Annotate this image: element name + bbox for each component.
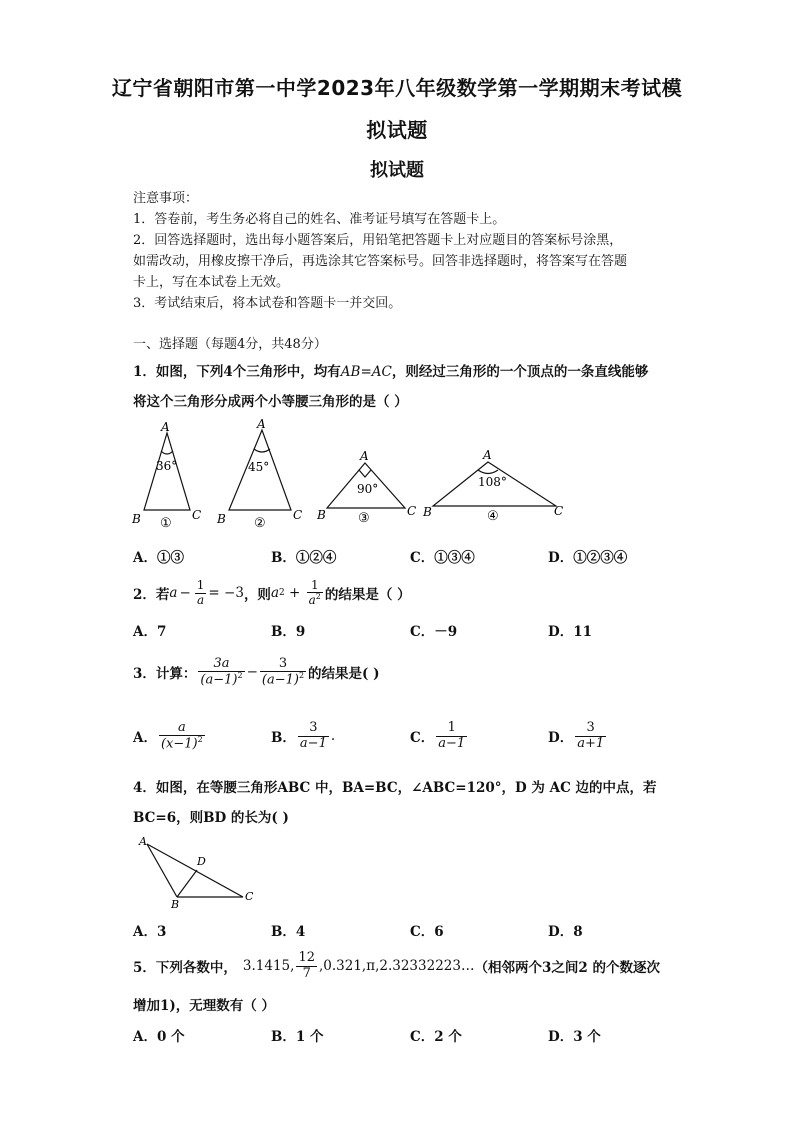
page-subtitle: 拟试题 [370,160,424,181]
q3-option-b-num: 3 [298,721,329,736]
q5-option-c[interactable]: C．2 个 [410,1029,462,1045]
q1-option-b[interactable]: B．①②④ [271,550,337,566]
q4-label-d: D [197,855,206,868]
q2-option-a[interactable]: A．7 [133,624,167,640]
q3-frac2-exp: 2 [298,670,305,680]
q3-option-a[interactable] [133,714,207,758]
q2-frac-num: 1 [196,578,205,593]
q3-frac2-num: 3 [260,657,306,672]
q2-comma: ，则 [243,587,271,603]
q3-option-b-fraction [298,721,329,751]
q5-text-pre: 5．下列各数中， [133,960,237,976]
q1-option-c[interactable]: C．①③④ [410,550,475,566]
q3-fraction-2 [260,657,306,688]
question-3 [133,648,380,696]
fig3-label-b: B [317,508,326,522]
question-4-line1: 4．如图，在等腰三角形ABC 中，BA=BC，∠ABC=120°，D 为 AC 边的中点，若 [133,780,657,796]
q3-text-post: 的结果是( ) [308,666,380,682]
q4-option-c[interactable]: C．6 [410,924,444,940]
q3-option-b-den: a−1 [299,735,327,751]
q3-option-c-label: C． [410,730,435,746]
q4-option-b[interactable]: B．4 [271,924,306,940]
q2-frac2-num: 1 [307,579,323,593]
page-title: 辽宁省朝阳市第一中学2023年八年级数学第一学期期末考试模 [111,76,683,100]
fig2-label-a: A [257,417,266,431]
fig1-label-a: A [161,420,170,434]
q1-triangle-figures [120,415,580,535]
section-heading: 一、选择题（每题4分，共48分） [133,337,327,352]
fig2-angle: 45° [248,460,270,474]
q3-option-c-num: 1 [436,721,467,736]
fig2-number: ② [254,516,266,531]
q3-option-d-fraction [575,721,606,751]
q4-option-d[interactable]: D．8 [548,924,583,940]
q5-frac-num: 12 [298,950,315,966]
q5-numbers-a: 3.1415, [242,958,295,974]
notice-item: 卡上，写在本试卷上无效。 [133,275,290,290]
q4-option-a[interactable]: A．3 [133,924,167,940]
q2-frac2-den-var: a [308,593,316,607]
q3-option-d-label: D． [548,730,574,746]
q2-option-c[interactable]: C．－9 [410,624,458,640]
q2-option-d[interactable]: D．11 [548,624,592,640]
q3-option-a-label: A． [133,730,157,746]
q4-label-a: A [139,835,147,848]
q2-minus: − [179,585,191,601]
fig1-angle: 36° [156,459,178,473]
q3-option-d-num: 3 [575,721,606,736]
q3-frac1-den [198,672,244,688]
notice-item: 2．回答选择题时，选出每小题答案后，用铅笔把答题卡上对应题目的答案标号涂黑， [133,233,623,248]
q5-option-b[interactable]: B．1 个 [271,1029,324,1045]
q3-option-d[interactable] [548,714,608,758]
q4-segment-bd [177,870,197,897]
fig3-number: ③ [358,511,370,526]
fig1-number: ① [160,516,172,531]
fig3-label-a: A [360,449,369,463]
q5-text-post: （相邻两个3之间2 的个数逐次 [474,960,660,976]
q2-fraction-2 [307,579,323,607]
q3-option-b-label: B． [271,730,296,746]
question-2 [133,573,411,613]
q4-label-c: C [245,890,254,903]
fig1-label-c: C [192,508,202,522]
q3-minus: − [246,664,258,680]
q4-triangle-figure [135,832,265,912]
q3-frac1-exp: 2 [237,670,243,680]
q3-fraction-1 [198,657,244,688]
fig2-label-b: B [217,512,226,526]
q1-option-d[interactable]: D．①②③④ [548,550,628,566]
page-title-continued: 拟试题 [366,118,428,142]
q2-frac-den: a [197,592,205,607]
question-5-line2: 增加1)，无理数有（ ） [133,998,275,1014]
q1-option-a[interactable]: A．①③ [133,550,184,566]
notice-item: 3．考试结束后，将本试卷和答题卡一并交回。 [133,296,402,311]
notice-item: 1．答卷前，考生务必将自己的姓名、准考证号填写在答题卡上。 [133,212,506,227]
q2-equals: = −3 [208,585,244,601]
notice-item: 如需改动，用橡皮擦干净后，再选涂其它答案标号。回答非选择题时，将答案写在答题 [133,254,628,269]
fig4-label-c: C [554,504,564,518]
q3-frac1-den-text: (a−1) [200,672,238,688]
q2-option-b[interactable]: B．9 [271,624,306,640]
q4-label-b: B [171,898,180,911]
q2-fraction [195,579,207,606]
q3-option-a-den [159,736,205,752]
q5-option-d[interactable]: D．3 个 [548,1029,601,1045]
notice-heading: 注意事项： [133,191,199,206]
q3-frac2-den [260,672,306,688]
q3-frac1-num-text: 3a [213,655,230,671]
q1-text-post: ，则经过三角形的一个顶点的一条直线能够 [391,364,649,380]
q3-option-a-num: a [159,721,205,736]
q2-frac2-den-exp: 2 [315,592,321,601]
fig4-number: ④ [487,509,499,524]
q3-option-c-den: a−1 [438,735,466,751]
q3-option-c-fraction [436,721,467,751]
fig4-angle: 108° [478,475,507,489]
q3-option-a-den-text: (x−1) [160,736,198,752]
question-5-line1 [133,945,660,987]
q3-option-c[interactable] [410,714,469,758]
q3-text-pre: 3．计算： [133,666,197,682]
q2-var-a2: a [270,585,279,601]
q2-text-post: 的结果是（ ） [324,587,411,603]
question-4-line2: BC=6，则BD 的长为( ) [133,810,289,826]
q2-plus: + [284,585,305,601]
q1-condition: AB=AC [340,364,392,380]
q2-exp: 2 [279,588,285,598]
q2-frac2-den [307,593,323,607]
q3-option-b[interactable] [271,714,335,758]
q3-frac2-den-text: (a−1) [261,672,299,688]
fig4-label-a: A [483,448,492,462]
q3-option-d-den: a+1 [577,735,605,751]
q3-option-a-fraction [159,721,205,752]
q3-frac1-num [198,657,244,672]
fig3-angle: 90° [357,482,379,496]
q5-numbers-b: ,0.321,π,2.32332223… [318,958,475,974]
q3-option-a-exp: 2 [197,734,203,744]
q5-option-a[interactable]: A．0 个 [133,1029,185,1045]
fig4-label-b: B [423,505,432,519]
q5-frac-den: 7 [302,965,311,981]
question-1-line1 [133,360,648,380]
q5-fraction [296,951,317,981]
question-1-line2: 将这个三角形分成两个小等腰三角形的是（ ） [133,394,408,410]
q2-text-pre: 2．若 [133,587,170,603]
q1-text-pre: 1．如图，下列4个三角形中，均有 [133,364,341,380]
fig2-label-c: C [293,508,303,522]
q2-var-a: a [169,585,178,601]
q3-option-b-tail: . [330,728,336,744]
fig1-label-b: B [132,512,141,526]
fig3-label-c: C [407,504,417,518]
